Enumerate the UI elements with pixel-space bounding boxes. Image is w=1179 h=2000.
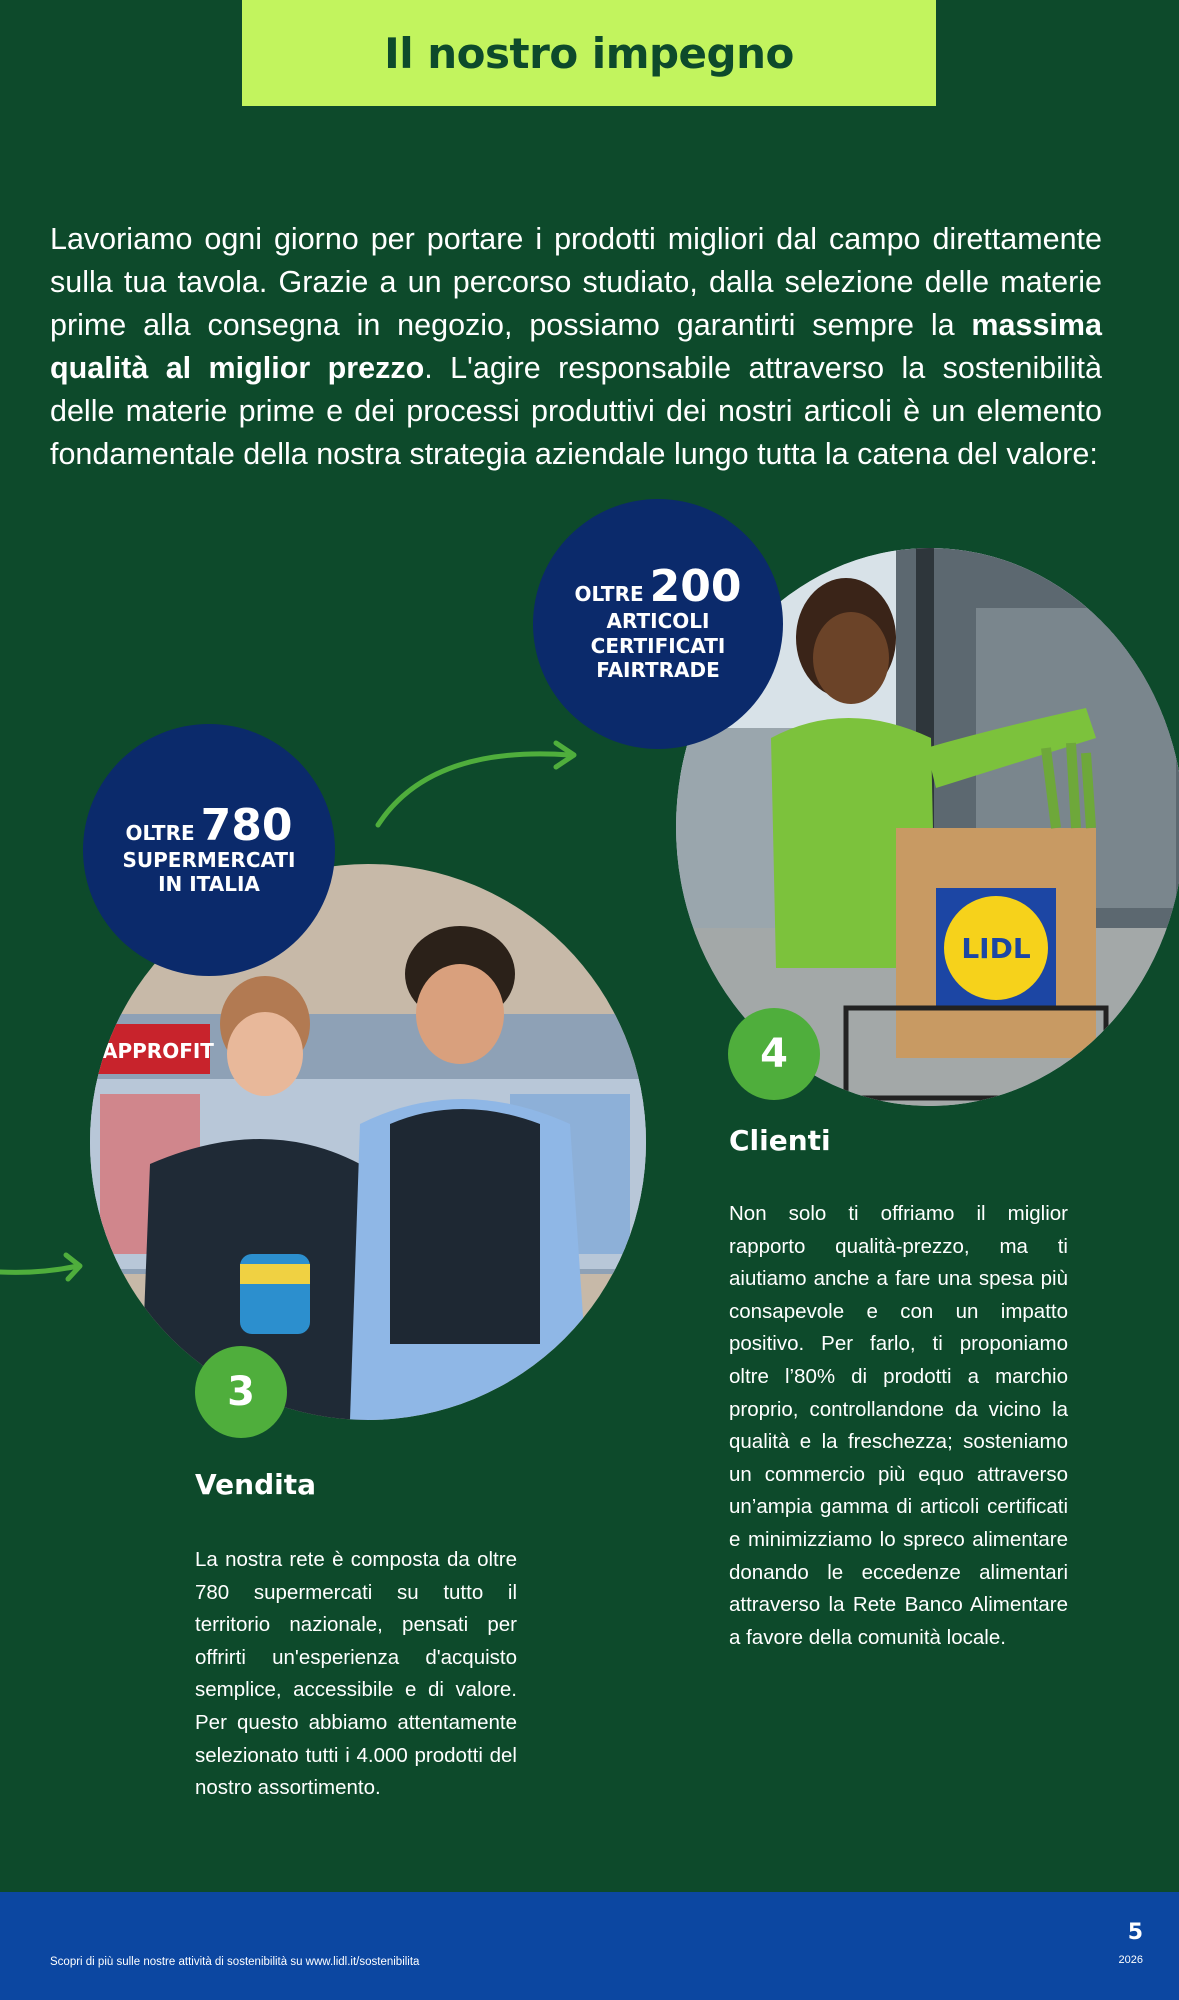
- intro-text-2: . L'agire responsabile attraverso la sostenibilità delle materie prime e dei processi produttivi dei nostri articoli è un elemento fondamentale della nostra strategia aziendale lungo tutta la catena del valore:: [50, 351, 1102, 471]
- stores-prefix: OLTRE: [125, 820, 195, 845]
- stores-line-2: IN ITALIA: [158, 872, 260, 896]
- arrow-to-customers-icon: [370, 735, 585, 835]
- footer-year: 2026: [1118, 1954, 1143, 1966]
- fairtrade-line-3: FAIRTRADE: [596, 658, 720, 683]
- stores-line-1: SUPERMERCATI: [122, 847, 296, 872]
- step-3-text: La nostra rete è composta da oltre 780 supermercati su tutto il territorio nazionale, pensati per offrirti un'esperienza d'acquisto semplice, accessibile e di valore. Per questo abbiamo attentamente selezionato tutti i 4.000 prodotti del nostro assortimento.: [195, 1548, 517, 1800]
- page-title: Il nostro impegno: [384, 28, 794, 78]
- footer-bar: [0, 1892, 1179, 2000]
- store-sign-text: APPROFIT: [102, 1039, 214, 1063]
- step-number-4: 4: [728, 1008, 820, 1100]
- fairtrade-line-2: CERTIFICATI: [590, 633, 726, 658]
- title-banner: [242, 0, 936, 106]
- step-4-text: Non solo ti offriamo il miglior rapporto qualità-prezzo, ma ti aiutiamo anche a fare una spesa più consapevole e con un impatto positivo. Per farlo, ti proponiamo oltre l’80% di prodotti a marchio proprio, controllandone da vicino la qualità e la freschezza; sosteniamo un commercio più equo attraverso un’ampia gamma di articoli certificati e minimizziamo lo spreco alimentare donando le eccedenze alimentari attraverso la Rete Banco Alimentare a favore della comunità locale.: [729, 1202, 1068, 1649]
- stores-badge: [83, 724, 335, 976]
- step-number-3: 3: [195, 1346, 287, 1438]
- bag-logo-text: LIDL: [961, 932, 1031, 965]
- footer-note: Scopri di più sulle nostre attività di sostenibilità su www.lidl.it/sostenibilita: [50, 1956, 420, 1968]
- fairtrade-badge: [533, 499, 783, 749]
- fairtrade-prefix: OLTRE: [574, 582, 644, 607]
- step-4-heading: Clienti: [729, 1124, 831, 1157]
- intro-bold: massima qualità al miglior prezzo: [50, 308, 1102, 385]
- intro-paragraph: [50, 218, 1102, 476]
- intro-text-1: Lavoriamo ogni giorno per portare i prodotti migliori dal campo direttamente sulla tua tavola. Grazie a un percorso studiato, dalla selezione delle materie prime alla consegna in negozio, possiamo garantirti sempre la: [50, 222, 1102, 342]
- page-number: 5: [1127, 1920, 1143, 1945]
- fairtrade-line-1: ARTICOLI: [606, 609, 710, 634]
- stores-number: 780: [200, 799, 293, 851]
- arrow-to-sale-icon: [0, 1250, 90, 1290]
- fairtrade-number: 200: [649, 561, 742, 613]
- step-3-heading: Vendita: [195, 1468, 316, 1501]
